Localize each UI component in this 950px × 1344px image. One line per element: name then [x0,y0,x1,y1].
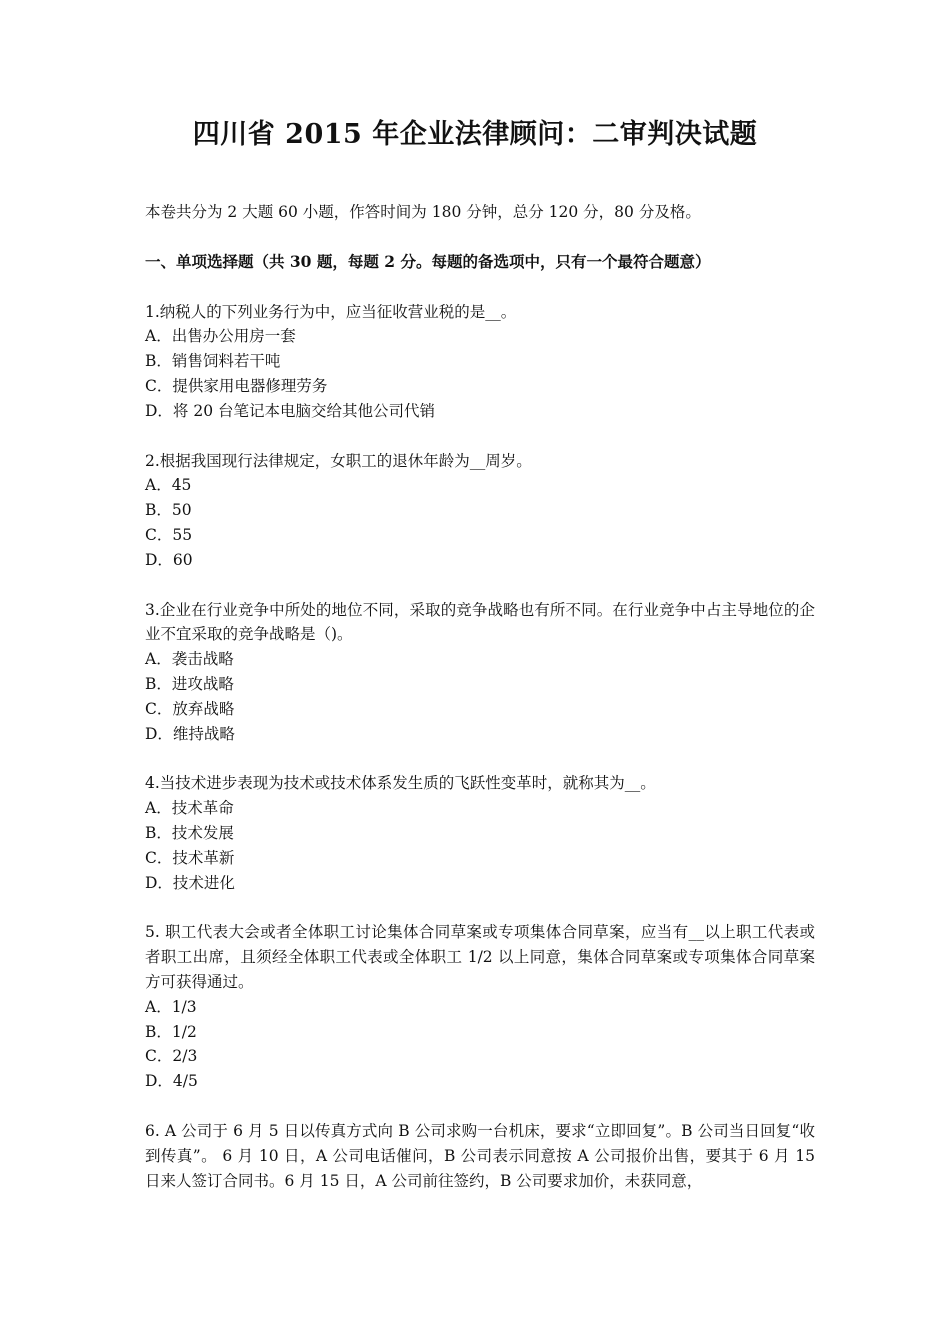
option-d: D．将 20 台笔记本电脑交给其他公司代销 [145,401,436,420]
option-a: A．技术革命 [145,799,234,818]
option-a: A．出售办公用房一套 [145,327,296,346]
option-a: A．45 [145,476,192,495]
option-b: B．销售饲料若干吨 [145,352,281,371]
exam-intro: 本卷共分为 2 大题 60 小题，作答时间为 180 分钟，总分 120 分，80 分及格。 [145,203,701,221]
option-d: D．维持战略 [145,724,235,743]
section-heading: 一、单项选择题（共 30 题，每题 2 分。每题的备选项中，只有一个最符合题意） [145,251,711,271]
option-b: B．1/2 [145,1022,197,1041]
question-text: 3.企业在行业竞争中所处的地位不同，采取的竞争战略也有所不同。在行业竞争中占主导地位的企业不宜采取的竞争战略是（)。 [145,600,815,644]
question-1 [145,300,815,424]
option-a: A．1/3 [145,997,197,1016]
question-5 [145,920,815,1094]
page-title: 四川省 2015 年企业法律顾问：二审判决试题 [192,119,758,150]
question-text: 6. A 公司于 6 月 5 日以传真方式向 B 公司求购一台机床，要求“立即回复”。B 公司当日回复“收到传真”。 6 月 10 日，A 公司电话催问，B 公司表示同意按 A 公司报价出售，要其于 6 月 15 日来人签订合同书。6 月 15 日，A 公司前往签约，B 公司要求加价，未获同意， [145,1121,815,1190]
question-text: 2.根据我国现行法律规定，女职工的退休年龄为__周岁。 [145,451,532,470]
option-b: B．进攻战略 [145,674,234,693]
option-a: A．袭击战略 [145,650,234,669]
option-c: C．2/3 [145,1047,198,1066]
question-4 [145,771,815,895]
option-c: C．技术革新 [145,848,235,867]
question-3 [145,598,815,747]
question-text: 1.纳税人的下列业务行为中，应当征收营业税的是__。 [145,302,517,321]
option-d: D．60 [145,550,193,569]
option-c: C．放弃战略 [145,699,235,718]
question-text: 4.当技术进步表现为技术或技术体系发生质的飞跃性变革时，就称其为__。 [145,774,656,793]
question-text: 5. 职工代表大会或者全体职工讨论集体合同草案或专项集体合同草案，应当有__以上职工代表或者职工出席，且须经全体职工代表或全体职工 1/2 以上同意，集体合同草案或专项集体合同草案方可获得通过。 [145,923,815,991]
question-6 [145,1119,815,1193]
option-c: C．55 [145,525,193,544]
option-b: B．技术发展 [145,823,234,842]
option-d: D．4/5 [145,1072,198,1091]
option-b: B．50 [145,501,192,520]
document-body [145,200,815,1218]
option-d: D．技术进化 [145,873,235,892]
question-2 [145,449,815,573]
option-c: C．提供家用电器修理劳务 [145,376,328,395]
